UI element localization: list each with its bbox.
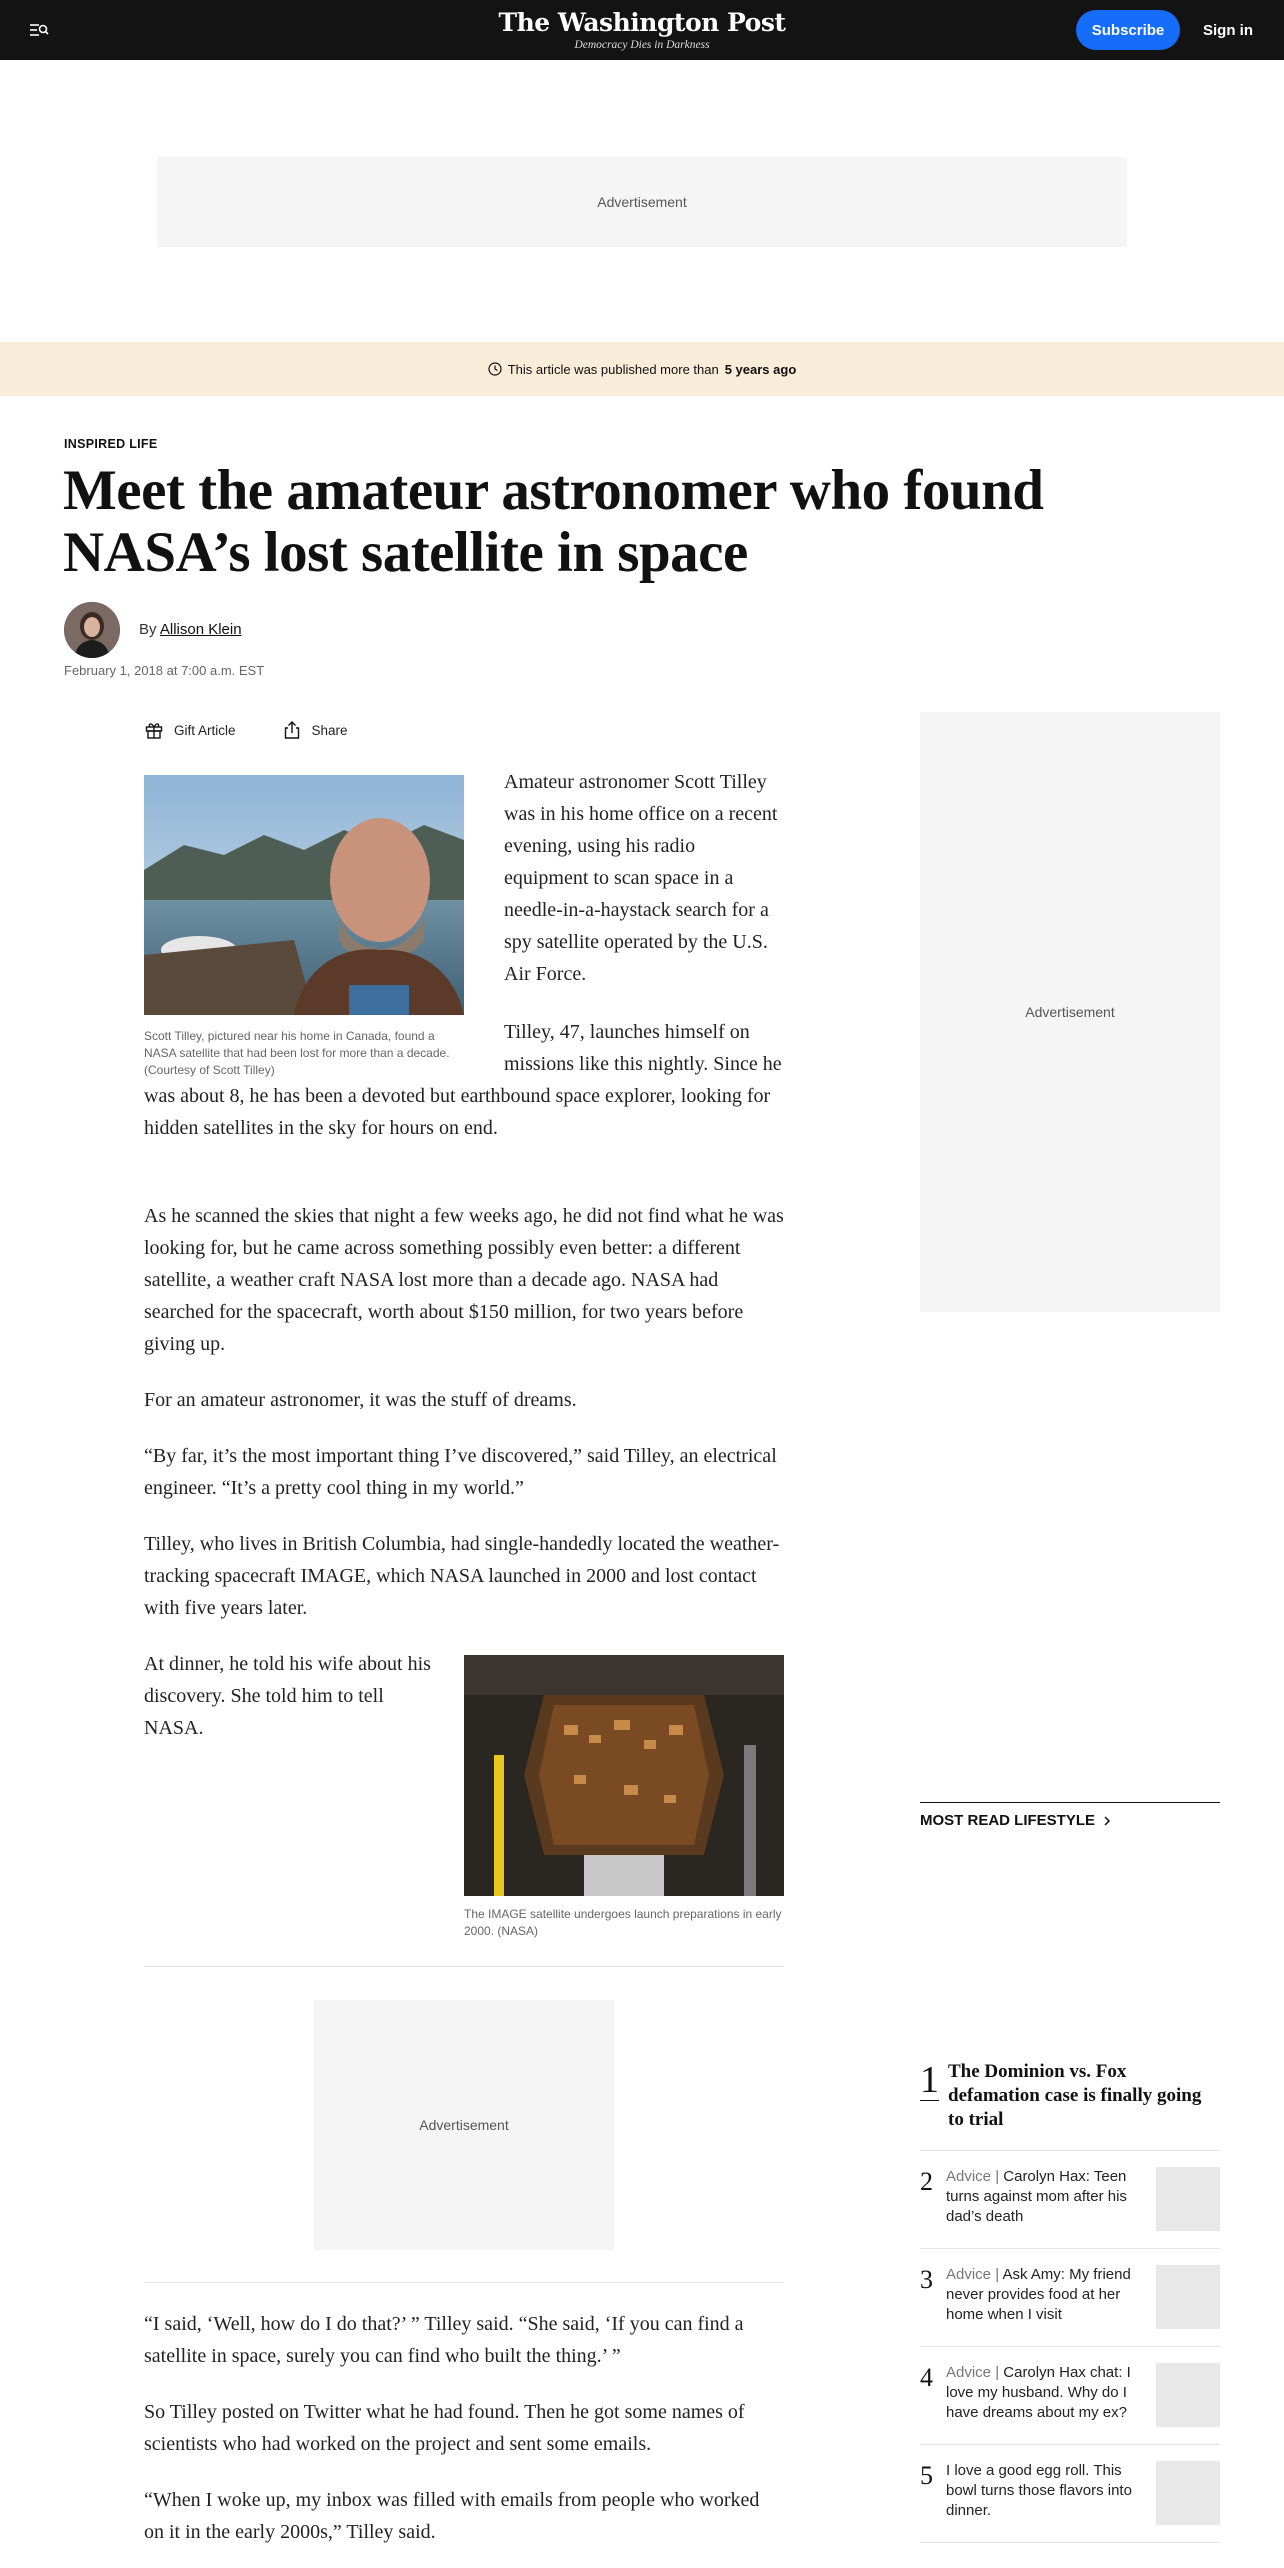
top-navigation-bar	[0, 0, 1284, 60]
article-actions	[144, 720, 348, 740]
advice-label: Advice |	[946, 2266, 1000, 2283]
advice-label: Advice |	[946, 2364, 1000, 2381]
gift-article-label: Gift Article	[174, 722, 236, 738]
clock-icon	[488, 362, 502, 376]
paragraph: “When I woke up, my inbox was filled with emails from people who worked on it in the early 2000s,” Tilley said.	[144, 2489, 760, 2543]
photo-caption: Scott Tilley, pictured near his home in Canada, found a NASA satellite that had been lost for more than a decade. (Courtesy of Scott Tilley)	[144, 1029, 450, 1077]
most-read-item[interactable]	[920, 2249, 1220, 2347]
divider	[920, 1802, 1220, 1803]
paragraph: So Tilley posted on Twitter what he had found. Then he got some names of scientists who had worked on the project and sent some emails.	[144, 2401, 745, 2455]
rank-number: 4	[920, 2363, 933, 2392]
article-headline: Meet the amateur astronomer who found NASA’s lost satellite in space	[63, 459, 1044, 584]
gift-icon	[144, 720, 164, 740]
subscribe-button[interactable]: Subscribe	[1076, 10, 1180, 50]
author-avatar[interactable]	[64, 602, 120, 658]
most-read-list	[920, 2058, 1220, 2543]
share-icon	[282, 720, 302, 740]
divider	[144, 2282, 784, 2283]
rank-number: 1	[920, 2059, 939, 2101]
rank-number: 5	[920, 2461, 933, 2490]
share-label: Share	[311, 722, 348, 738]
most-read-text	[946, 2265, 1144, 2330]
most-read-item[interactable]	[920, 2347, 1220, 2445]
most-read-headline[interactable]: Carolyn Hax: Teen turns against mom after his dad’s death	[946, 2168, 1127, 2225]
divider	[144, 1966, 784, 1967]
paragraph: At dinner, he told his wife about his discovery. She told him to tell NASA.	[144, 1653, 431, 1739]
most-read-item[interactable]	[920, 2445, 1220, 2543]
paragraph-text: Tilley, 47, launches himself on missions like this nightly. Since he was about 8, he has been a devoted but earthbound space explorer, looking for hidden satellites in the sky for hours on end.	[144, 1021, 782, 1139]
thumbnail[interactable]	[1156, 2363, 1220, 2427]
advertisement-sidebar[interactable]: Advertisement	[920, 712, 1220, 1312]
rank-number: 3	[920, 2265, 933, 2294]
share-button[interactable]	[282, 720, 348, 740]
thumbnail[interactable]	[1156, 2461, 1220, 2525]
paragraph: Amateur astronomer Scott Tilley was in his home office on a recent evening, using his radio equipment to scan space in a needle-in-a-haystack search for a spy satellite operated by the U.S. Air Force.	[504, 771, 778, 985]
most-read-headline[interactable]: I love a good egg roll. This bowl turns those flavors into dinner.	[946, 2462, 1132, 2519]
most-read-item[interactable]	[920, 2151, 1220, 2249]
byline-prefix: By	[139, 621, 157, 638]
thumbnail[interactable]	[1156, 2265, 1220, 2329]
advice-label: Advice |	[946, 2168, 1000, 2185]
byline	[139, 621, 242, 638]
sign-in-link[interactable]: Sign in	[1203, 21, 1253, 39]
photo-image-satellite[interactable]	[464, 1655, 784, 1896]
author-link[interactable]: Allison Klein	[159, 621, 242, 638]
advertisement-inline[interactable]: Advertisement	[314, 2000, 614, 2250]
notice-emphasis: 5 years ago	[724, 361, 797, 377]
most-read-text	[946, 2461, 1144, 2526]
notice-text: This article was published more than	[507, 361, 719, 377]
paragraph: “I said, ‘Well, how do I do that?’ ” Tilley said. “She said, ‘If you can find a satellite in space, surely you can find who built the thing.’ ”	[144, 2313, 744, 2367]
most-read-headline[interactable]: The Dominion vs. Fox defamation case is finally going to trial	[948, 2061, 1202, 2130]
most-read-headline[interactable]: Ask Amy: My friend never provides food at her home when I visit	[946, 2266, 1131, 2323]
paragraph: “By far, it’s the most important thing I’ve discovered,” said Tilley, an electrical engineer. “It’s a pretty cool thing in my world.”	[144, 1445, 777, 1499]
most-read-text	[946, 2363, 1144, 2428]
chevron-right-icon	[1103, 1815, 1111, 1827]
gift-article-button[interactable]	[144, 720, 236, 740]
most-read-link[interactable]	[920, 1812, 1111, 1829]
paragraph: As he scanned the skies that night a few weeks ago, he did not find what he was looking for, but he came across something possibly even better: a different satellite, a weather craft NASA lost more than a decade ago. NASA had searched for the spacecraft, worth about $150 million, for two years before giving up.	[144, 1205, 784, 1355]
article-age-notice	[0, 342, 1284, 396]
advertisement-banner[interactable]: Advertisement	[157, 157, 1127, 247]
paragraph	[144, 1016, 784, 1144]
float-spacer	[144, 1016, 504, 1080]
photo-scott-tilley[interactable]	[144, 775, 464, 1015]
most-read-item[interactable]	[920, 2058, 1220, 2151]
paragraph: For an amateur astronomer, it was the stuff of dreams.	[144, 1389, 577, 1411]
most-read-text	[946, 2167, 1144, 2232]
brand-tagline: Democracy Dies in Darkness	[574, 39, 710, 51]
rank-number: 2	[920, 2167, 933, 2196]
paragraph: Tilley, who lives in British Columbia, had single-handedly located the weather-tracking spacecraft IMAGE, which NASA launched in 2000 and lost contact with five years later.	[144, 1533, 780, 1619]
most-read-title: MOST READ LIFESTYLE	[920, 1812, 1096, 1829]
brand-name: The Washington Post	[498, 8, 786, 37]
thumbnail[interactable]	[1156, 2167, 1220, 2231]
photo-caption: The IMAGE satellite undergoes launch preparations in early 2000. (NASA)	[464, 1907, 782, 1938]
most-read-headline[interactable]: Carolyn Hax chat: I love my husband. Why do I have dreams about my ex?	[946, 2364, 1131, 2421]
section-kicker[interactable]: INSPIRED LIFE	[64, 437, 158, 451]
publish-date: February 1, 2018 at 7:00 a.m. EST	[64, 663, 265, 678]
